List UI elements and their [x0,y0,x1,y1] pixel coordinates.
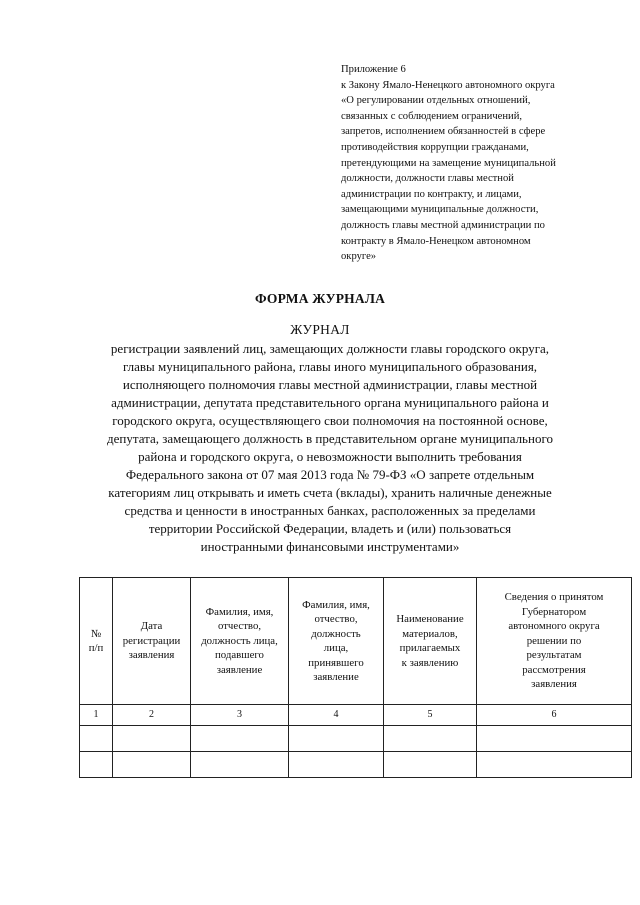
appendix-line: контракту в Ямало-Ненецком автономном [341,235,531,247]
journal-line: городского округа, осуществляющего свои полномочия на постоянной основе, [112,413,548,428]
table-number-row [80,705,632,726]
table-cell [289,726,384,752]
appendix-line: запретов, исполнением обязанностей в сфере [341,126,546,138]
journal-line: депутата, замещающего должность в представительном органе муниципального [107,431,553,446]
journal-line: исполняющего полномочия главы местной администрации, главы местной [122,377,538,392]
table-cell [113,726,191,752]
header-decision: Сведения о принятом Губернатором автономного округа решении по результатам рассмотрения заявления [477,578,632,705]
appendix-line: претендующими на замещение муниципальной [341,157,556,169]
header-number: № п/п [80,578,113,705]
journal-line: категориям лиц открывать и иметь счета (вклады), хранить наличные денежные [108,485,552,500]
journal-line: иностранными финансовыми инструментами» [200,539,460,554]
appendix-note [341,62,611,265]
journal-table [79,577,632,778]
journal-line: администрации, депутата представительного органа муниципального района и [111,395,549,410]
table-cell [477,752,632,778]
journal-line: Федерального закона от 07 мая 2013 года № 79-ФЗ «О запрете отдельным [125,467,535,482]
column-number: 6 [477,705,632,726]
header-materials: Наименование материалов, прилагаемых к заявлению [384,578,477,705]
table-cell [191,752,289,778]
journal-line: средства и ценности в иностранных банках, расположенных за пределами [124,503,536,518]
appendix-line: должности, должности главы местной [341,173,514,185]
table-cell [477,726,632,752]
journal-title: ЖУРНАЛ [290,322,350,337]
appendix-line: должность главы местной администрации по [341,219,545,231]
table-cell [289,752,384,778]
column-number: 1 [80,705,113,726]
appendix-line: администрации по контракту, и лицами, [341,188,522,200]
column-number: 2 [113,705,191,726]
table-cell [384,752,477,778]
table-cell [80,726,113,752]
appendix-line: противодействия коррупции гражданами, [341,141,529,153]
appendix-line: связанных с соблюдением ограничений, [341,110,523,122]
column-number: 5 [384,705,477,726]
journal-line: главы муниципального района, главы иного муниципального образования, [122,359,538,374]
journal-line: регистрации заявлений лиц, замещающих должности главы городского округа, [110,341,550,356]
table-row [80,752,632,778]
journal-description [40,340,620,556]
table-header-row [80,578,632,705]
table-row [80,726,632,752]
appendix-line: «О регулировании отдельных отношений, [341,95,531,107]
appendix-line: округе» [341,251,377,263]
table-cell [191,726,289,752]
header-applicant: Фамилия, имя, отчество, должность лица, подавшего заявление [191,578,289,705]
form-title: ФОРМА ЖУРНАЛА [254,291,386,306]
column-number: 4 [289,705,384,726]
table-cell [384,726,477,752]
appendix-line: Приложение 6 [341,64,406,75]
header-registration-date: Дата регистрации заявления [113,578,191,705]
appendix-line: замещающими муниципальные должности, [341,204,539,216]
table-cell [113,752,191,778]
table-cell [80,752,113,778]
header-receiver: Фамилия, имя, отчество, должность лица, принявшего заявление [289,578,384,705]
column-number: 3 [191,705,289,726]
appendix-line: к Закону Ямало-Ненецкого автономного округа [341,79,555,91]
journal-line: территории Российской Федерации, владеть и (или) пользоваться [148,521,512,536]
journal-line: района и городского округа, о невозможности выполнить требования [138,449,522,464]
